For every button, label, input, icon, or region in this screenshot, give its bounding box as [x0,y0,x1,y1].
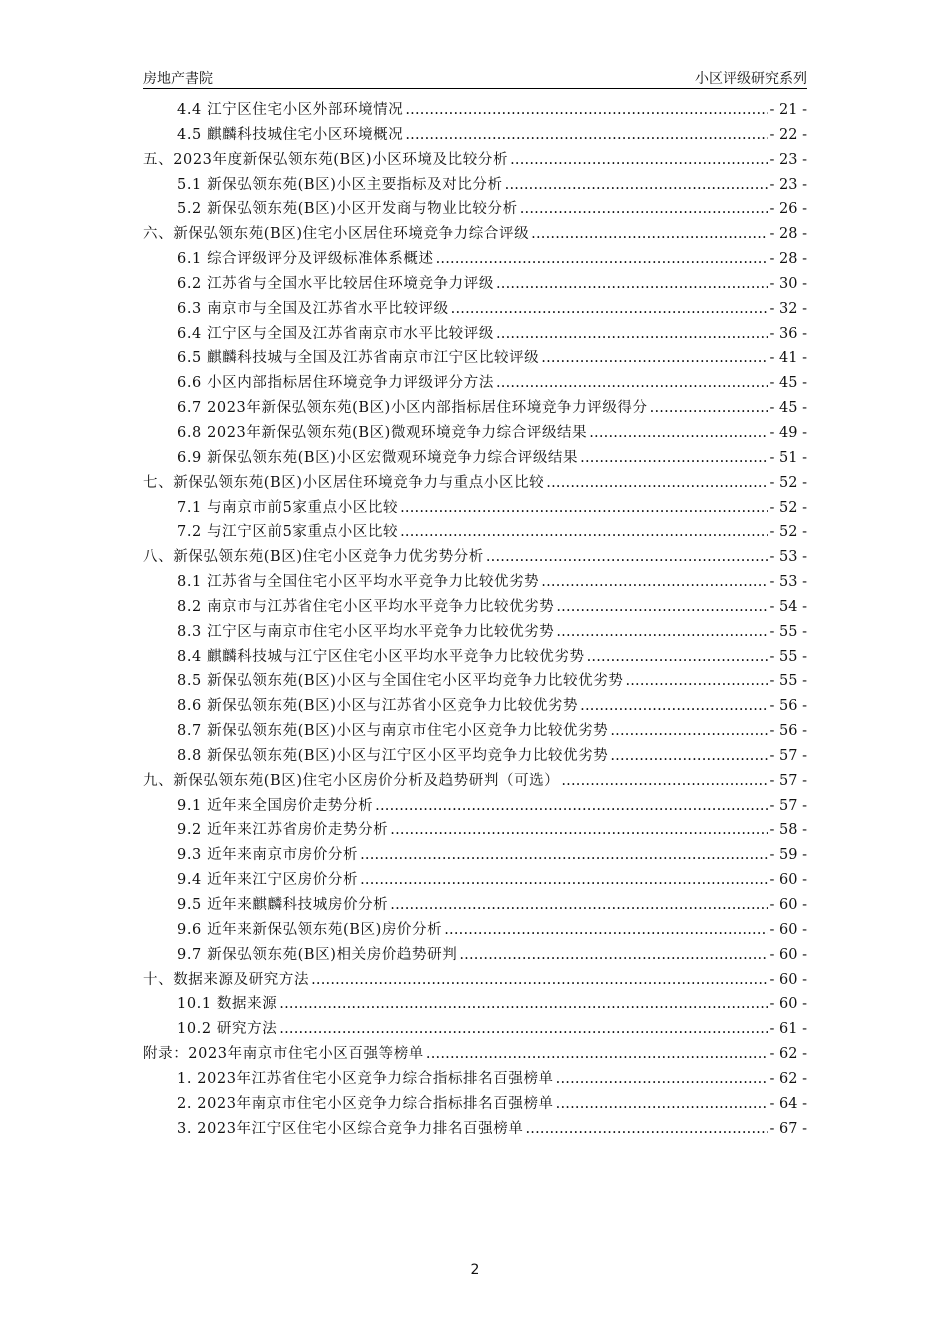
toc-entry-page: - 21 - [769,102,807,118]
toc-entry-title: 8.7 新保弘领东苑(B区)小区与南京市住宅小区竞争力比较优劣势 [177,723,609,740]
toc-section-entry[interactable] [143,1117,807,1142]
page-number: 2 [470,1262,480,1278]
toc-chapter-entry[interactable] [143,769,807,794]
toc-dot-leader [580,446,767,471]
toc-entry-title: 9.6 近年来新保弘领东苑(B区)房价分析 [177,921,443,938]
toc-section-entry[interactable] [143,794,807,819]
toc-dot-leader [400,520,767,545]
toc-dot-leader [375,794,767,819]
toc-section-entry[interactable] [143,297,807,322]
toc-dot-leader [541,570,767,595]
toc-entry-title: 6.6 小区内部指标居住环境竞争力评级评分方法 [177,375,494,392]
toc-entry-title: 6.8 2023年新保弘领东苑(B区)微观环境竞争力综合评级结果 [177,424,588,441]
toc-entry-title: 8.3 江宁区与南京市住宅小区平均水平竞争力比较优劣势 [177,623,555,640]
toc-entry-title: 2. 2023年南京市住宅小区竞争力综合指标排名百强榜单 [177,1095,554,1112]
toc-dot-leader [496,371,768,396]
toc-entry-title: 6.9 新保弘领东苑(B区)小区宏微观环境竞争力综合评级结果 [177,449,579,466]
toc-section-entry[interactable] [143,421,807,446]
toc-entry-page: - 58 - [769,822,807,839]
toc-dot-leader [541,346,767,371]
toc-entry-title: 6.7 2023年新保弘领东苑(B区)小区内部指标居住环境竞争力评级得分 [177,400,648,417]
toc-entry-page: - 59 - [769,847,807,864]
toc-dot-leader [451,297,768,322]
toc-entry-title: 9.4 近年来江宁区房价分析 [177,872,359,889]
toc-entry-title: 3. 2023年江宁区住宅小区综合竞争力排名百强榜单 [177,1120,524,1137]
toc-section-entry[interactable] [143,694,807,719]
toc-entry-title: 附录：2023年南京市住宅小区百强等榜单 [143,1046,424,1063]
toc-entry-page: - 57 - [769,772,807,789]
toc-section-entry[interactable] [143,496,807,521]
toc-dot-leader [496,272,768,297]
toc-entry-page: - 30 - [769,275,807,292]
toc-entry-title: 6.2 江苏省与全国水平比较居住环境竞争力评级 [177,275,494,292]
toc-dot-leader [556,1067,768,1092]
toc-dot-leader [520,197,768,222]
toc-entry-page: - 28 - [769,251,807,268]
toc-dot-leader [426,1042,768,1067]
toc-dot-leader [311,968,767,993]
toc-dot-leader [625,669,767,694]
toc-entry-title: 8.6 新保弘领东苑(B区)小区与江苏省小区竞争力比较优劣势 [177,698,579,715]
toc-dot-leader [496,322,768,347]
toc-dot-leader [279,992,767,1017]
toc-dot-leader [360,843,767,868]
toc-entry-page: - 53 - [769,574,807,591]
toc-section-entry[interactable] [143,843,807,868]
toc-entry-title: 8.4 麒麟科技城与江宁区住宅小区平均水平竞争力比较优劣势 [177,648,585,665]
toc-entry-title: 八、新保弘领东苑(B区)住宅小区竞争力优劣势分析 [143,549,484,566]
toc-entry-title: 9.5 近年来麒麟科技城房价分析 [177,897,389,913]
toc-entry-page: - 41 - [769,350,807,367]
toc-entry-title: 4.5 麒麟科技城住宅小区环境概况 [177,126,404,143]
toc-entry-title: 十、数据来源及研究方法 [143,971,310,988]
toc-section-entry[interactable] [143,893,807,918]
toc-entry-title: 8.2 南京市与江苏省住宅小区平均水平竞争力比较优劣势 [177,598,555,615]
toc-dot-leader [589,421,767,446]
toc-entry-page: - 23 - [769,176,807,193]
toc-entry-title: 6.5 麒麟科技城与全国及江苏省南京市江宁区比较评级 [177,350,540,367]
toc-dot-leader [405,98,767,123]
toc-dot-leader [650,396,768,421]
toc-section-entry[interactable] [143,98,807,123]
toc-dot-leader [610,744,767,769]
toc-dot-leader [279,1017,767,1042]
toc-chapter-entry[interactable] [143,222,807,247]
toc-entry-page: - 28 - [769,226,807,243]
toc-entry-title: 9.1 近年来全国房价走势分析 [177,797,374,814]
header-series-title: 小区评级研究系列 [695,71,807,87]
toc-dot-leader [459,943,767,968]
toc-entry-page: - 61 - [769,1021,807,1038]
toc-section-entry[interactable] [143,669,807,694]
toc-entry-page: - 60 - [769,921,807,938]
toc-dot-leader [525,1117,767,1142]
toc-dot-leader [610,719,767,744]
toc-section-entry[interactable] [143,322,807,347]
toc-entry-title: 1. 2023年江苏省住宅小区竞争力综合指标排名百强榜单 [177,1070,554,1087]
toc-entry-title: 5.2 新保弘领东苑(B区)小区开发商与物业比较分析 [177,201,518,218]
toc-chapter-entry[interactable] [143,968,807,993]
toc-entry-page: - 45 - [769,400,807,417]
toc-entry-page: - 60 - [769,897,807,913]
toc-section-entry[interactable] [143,868,807,893]
toc-section-entry[interactable] [143,371,807,396]
toc-entry-title: 9.7 新保弘领东苑(B区)相关房价趋势研判 [177,946,458,963]
toc-section-entry[interactable] [143,992,807,1017]
toc-entry-page: - 57 - [769,747,807,764]
toc-entry-page: - 55 - [769,623,807,640]
toc-section-entry[interactable] [143,520,807,545]
toc-entry-page: - 55 - [769,648,807,665]
toc-section-entry[interactable] [143,620,807,645]
toc-entry-title: 6.3 南京市与全国及江苏省水平比较评级 [177,300,449,317]
toc-entry-page: - 45 - [769,375,807,392]
toc-entry-page: - 22 - [769,126,807,143]
toc-entry-page: - 56 - [769,723,807,740]
toc-entry-page: - 57 - [769,797,807,814]
toc-dot-leader [580,694,767,719]
toc-chapter-entry[interactable] [143,471,807,496]
toc-entry-title: 九、新保弘领东苑(B区)住宅小区房价分析及趋势研判（可选） [143,772,560,789]
toc-section-entry[interactable] [143,645,807,670]
toc-dot-leader [556,620,767,645]
toc-entry-title: 5.1 新保弘领东苑(B区)小区主要指标及对比分析 [177,176,503,193]
toc-section-entry[interactable] [143,1017,807,1042]
toc-dot-leader [444,918,767,943]
toc-entry-page: - 26 - [769,201,807,218]
toc-entry-page: - 52 - [769,499,807,516]
toc-dot-leader [587,645,768,670]
toc-entry-page: - 55 - [769,673,807,690]
toc-dot-leader [436,247,768,272]
toc-entry-title: 8.1 江苏省与全国住宅小区平均水平竞争力比较优劣势 [177,574,540,591]
toc-dot-leader [390,818,767,843]
toc-chapter-entry[interactable] [143,545,807,570]
toc-entry-page: - 36 - [769,325,807,342]
toc-entry-title: 七、新保弘领东苑(B区)小区居住环境竞争力与重点小区比较 [143,474,545,491]
toc-entry-page: - 67 - [769,1120,807,1137]
page-header [143,66,807,89]
toc-section-entry[interactable] [143,719,807,744]
toc-entry-title: 7.2 与江宁区前5家重点小区比较 [177,524,399,541]
toc-entry-title: 10.2 研究方法 [177,1021,278,1038]
toc-entry-page: - 53 - [769,549,807,566]
toc-section-entry[interactable] [143,197,807,222]
toc-entry-page: - 52 - [769,524,807,541]
toc-entry-title: 4.4 江宁区住宅小区外部环境情况 [177,102,404,118]
toc-dot-leader [556,595,767,620]
toc-entry-title: 9.2 近年来江苏省房价走势分析 [177,822,389,839]
toc-entry-title: 六、新保弘领东苑(B区)住宅小区居住环境竞争力综合评级 [143,226,530,243]
toc-entry-page: - 49 - [769,424,807,441]
toc-dot-leader [556,1092,768,1117]
toc-dot-leader [360,868,767,893]
toc-entry-page: - 62 - [769,1046,807,1063]
toc-dot-leader [486,545,768,570]
toc-entry-page: - 56 - [769,698,807,715]
toc-section-entry[interactable] [143,247,807,272]
toc-entry-page: - 60 - [769,872,807,889]
toc-dot-leader [510,148,767,173]
toc-section-entry[interactable] [143,272,807,297]
toc-dot-leader [505,173,768,198]
table-of-contents [143,98,807,1141]
toc-entry-page: - 60 - [769,996,807,1013]
toc-entry-page: - 64 - [769,1095,807,1112]
toc-entry-page: - 54 - [769,598,807,615]
toc-section-entry[interactable] [143,943,807,968]
toc-entry-title: 10.1 数据来源 [177,996,278,1013]
toc-chapter-entry[interactable] [143,1042,807,1067]
toc-entry-page: - 51 - [769,449,807,466]
toc-dot-leader [546,471,767,496]
toc-section-entry[interactable] [143,446,807,471]
toc-entry-page: - 62 - [769,1070,807,1087]
toc-section-entry[interactable] [143,918,807,943]
toc-entry-title: 8.8 新保弘领东苑(B区)小区与江宁区小区平均竞争力比较优劣势 [177,747,609,764]
toc-entry-page: - 32 - [769,300,807,317]
toc-dot-leader [405,123,767,148]
toc-section-entry[interactable] [143,173,807,198]
toc-dot-leader [561,769,767,794]
toc-section-entry[interactable] [143,570,807,595]
toc-entry-page: - 23 - [769,151,807,168]
toc-entry-page: - 52 - [769,474,807,491]
toc-entry-title: 9.3 近年来南京市房价分析 [177,847,359,864]
toc-entry-title: 6.4 江宁区与全国及江苏省南京市水平比较评级 [177,325,494,342]
toc-section-entry[interactable] [143,1067,807,1092]
toc-section-entry[interactable] [143,744,807,769]
toc-section-entry[interactable] [143,818,807,843]
toc-entry-title: 五、2023年度新保弘领东苑(B区)小区环境及比较分析 [143,151,509,168]
toc-section-entry[interactable] [143,595,807,620]
toc-entry-title: 7.1 与南京市前5家重点小区比较 [177,499,399,516]
toc-entry-page: - 60 - [769,971,807,988]
toc-dot-leader [390,893,767,918]
toc-entry-title: 6.1 综合评级评分及评级标准体系概述 [177,251,434,268]
toc-section-entry[interactable] [143,1092,807,1117]
toc-section-entry[interactable] [143,396,807,421]
toc-section-entry[interactable] [143,123,807,148]
toc-chapter-entry[interactable] [143,148,807,173]
toc-entry-page: - 60 - [769,946,807,963]
toc-entry-title: 8.5 新保弘领东苑(B区)小区与全国住宅小区平均竞争力比较优劣势 [177,673,624,690]
toc-dot-leader [531,222,767,247]
toc-section-entry[interactable] [143,346,807,371]
header-publisher: 房地产書院 [143,71,213,87]
toc-dot-leader [400,496,767,521]
